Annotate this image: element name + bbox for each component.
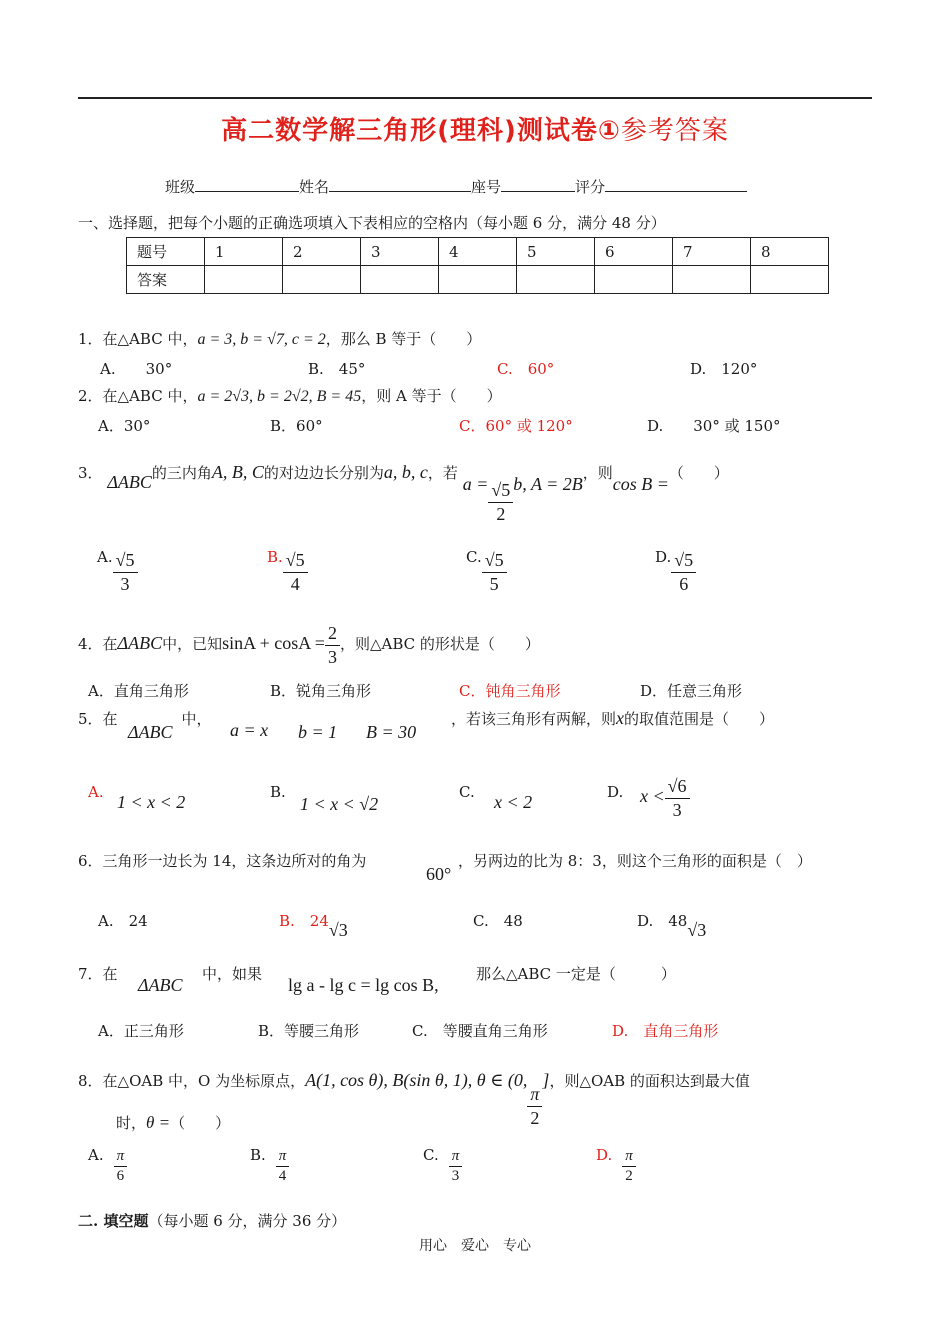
q5-option-b-label: B. [270,783,286,801]
q8-option-b [250,1146,289,1185]
q8-line2-text: 时， [116,1114,147,1132]
q5-option-d [640,775,690,821]
q3-opt-frac [113,549,138,595]
class-blank[interactable] [195,191,299,192]
name-blank[interactable] [329,191,471,192]
title-suffix: 参考答案 [620,116,729,146]
answer-cell-5[interactable] [517,266,595,294]
answer-table [126,237,829,294]
q3-num: 3． [78,464,103,482]
q3-frac-den: 2 [496,503,506,524]
q1-math: a = 3, b = √7, c = 2 [197,331,326,348]
table-cell: 8 [751,238,829,266]
top-rule [78,97,872,99]
frac-num: π [527,1083,542,1107]
q3-opt-label: A. [97,548,113,566]
q3-text-2: 的对边边长分别为 [263,464,384,482]
q5-option-a: 1 < x < 2 [117,792,186,812]
q4-fraction [325,622,340,668]
q4-option-b: B．锐角三角形 [270,682,372,700]
q3-option-a [97,548,138,595]
sqrt3: √3 [687,920,707,940]
frac-den: 2 [530,1107,540,1128]
q5-option-c-label: C. [459,783,475,801]
table-cell: 7 [673,238,751,266]
q8-line2 [116,1112,230,1133]
q5-text-1: 中， [181,710,212,728]
table-cell: 5 [517,238,595,266]
q8-math: A(1, cos θ), B(sin θ, 1), θ ∈ (0, [305,1070,528,1090]
answer-cell-2[interactable] [283,266,361,294]
q2-option-d: D. 30° 或 150° [647,417,781,435]
q7-option-d-text: D. 直角三角形 [612,1022,719,1040]
q5-option-b: 1 < x < √2 [300,794,379,814]
q5-option-d-label: D. [607,783,624,801]
answer-cell-8[interactable] [751,266,829,294]
frac-num: 2 [325,622,340,646]
table-row [127,266,829,294]
q6-text: 6．三角形一边长为 14，这条边所对的角为 [78,852,367,870]
q3-option-d [655,548,696,595]
page-footer: 用心 爱心 专心 [419,1238,531,1254]
q7-math-expr: lg a - lg c = lg cos B, [288,975,439,995]
q3-math-cos: cos B = [612,474,669,494]
frac-num: √5 [113,549,138,573]
q3-opt-frac [283,549,308,595]
frac-den: 5 [489,573,499,594]
q1-tail: ，那么 B 等于（ ） [325,330,482,348]
q3-option-b [267,548,308,595]
q4-num: 4．在 [78,635,118,653]
q3-fraction [488,479,513,525]
q3-text-1: 的三内角 [151,464,212,482]
q8-opt-label: D. [596,1146,613,1164]
table-cell: 题号 [127,238,205,266]
q7-text-1: 中，如果 [202,965,263,983]
answer-cell-3[interactable] [361,266,439,294]
q4-math-expr: sinA + cosA = [222,633,325,653]
frac-num: √5 [482,549,507,573]
q3-opt-label: D. [655,548,672,566]
question-4 [78,622,540,668]
q5-math-a: a = x [230,720,269,740]
section2-tail: （每小题 6 分，满分 36 分） [148,1212,347,1230]
q5-option-c: x < 2 [494,792,533,812]
answer-cell-1[interactable] [205,266,283,294]
table-row [127,238,829,266]
class-label: 班级 [165,178,196,196]
q8-option-d [596,1146,636,1185]
q1-option-c: C. 60° [497,360,555,378]
frac-den: 3 [451,1167,460,1184]
q8-text: 8．在△OAB 中，O 为坐标原点， [78,1072,306,1090]
q6-option-a: A. 24 [98,912,148,930]
q2-option-c-text: C．60° 或 120° [459,417,573,435]
q3-opt-frac [671,549,696,595]
q3-frac-num: √5 [488,479,513,503]
q3-text-4: ，则 [582,464,613,482]
q2-option-a: A．30° [98,417,151,435]
table-cell: 2 [283,238,361,266]
q2-option-b: B．60° [270,417,323,435]
q8-opt-frac [449,1147,463,1186]
q2-option-c [459,415,573,436]
q8-option-a [88,1146,127,1185]
frac-num: √6 [665,775,690,799]
q5-math-B: B = 30 [366,722,417,742]
q4-math-triangle: ΔABC [117,633,163,653]
seat-blank[interactable] [501,191,575,192]
q7-option-b: B．等腰三角形 [258,1022,360,1040]
q4-option-c [459,680,560,701]
score-blank[interactable] [605,191,747,192]
q8-fraction [527,1083,542,1129]
q4-text-1: 中，已知 [162,635,223,653]
frac-num: π [449,1147,463,1167]
q7-option-a: A．正三角形 [98,1022,184,1040]
seat-label: 座号 [471,178,502,196]
q1-text: 1．在△ABC 中， [78,330,198,348]
q7-option-c: C. 等腰直角三角形 [412,1022,548,1040]
q5-optd-frac [665,775,690,821]
q8-opt-frac [114,1147,128,1186]
q3-opt-frac [482,549,507,595]
q3-math-a: a = [462,474,489,494]
table-cell: 3 [361,238,439,266]
q4-option-a: A．直角三角形 [88,682,189,700]
q2-math: a = 2√3, b = 2√2, B = 45 [197,388,362,405]
q3-text-5: （ ） [668,464,729,482]
q6-option-d-text: D. 48 [637,912,688,930]
table-cell: 6 [595,238,673,266]
q6-option-c: C. 48 [473,912,523,930]
frac-num: √5 [671,549,696,573]
q5-optd-pre: x < [640,786,665,806]
q3-text-3: ，若 [427,464,458,482]
q1-option-d: D. 120° [690,360,758,378]
q8-tail: ，则△OAB 的面积达到最大值 [549,1072,750,1090]
table-cell: 4 [439,238,517,266]
q2-tail: ，则 A 等于（ ） [361,387,502,405]
table-cell: 答案 [127,266,205,294]
section1-heading: 一、选择题，把每个小题的正确选项填入下表相应的空格内（每小题 6 分，满分 48 分） [78,214,666,232]
q7-math-triangle: ΔABC [138,975,183,995]
q7-text-2: 那么△ABC 一定是（ ） [476,965,676,983]
q8-opt-frac [276,1147,290,1186]
q6-math-angle: 60° [426,864,452,884]
q5-math-triangle: ΔABC [128,722,173,742]
frac-num: π [276,1147,290,1167]
q8-math-close: ] [542,1070,550,1090]
q8-opt-label: A. [88,1146,104,1164]
page-title [0,110,950,147]
info-line [165,176,747,197]
section2-heading [78,1210,346,1231]
frac-den: 4 [278,1167,287,1184]
q3-option-c [466,548,507,595]
q5-math-x: x [616,708,625,728]
q1-option-a: A. 30° [100,360,173,378]
table-cell: 1 [205,238,283,266]
q8-math-theta: θ = [146,1113,171,1132]
frac-den: 3 [672,799,682,820]
q2-text: 2．在△ABC 中， [78,387,198,405]
frac-num: π [622,1147,636,1167]
sqrt3: √3 [328,920,348,940]
frac-num: √5 [283,549,308,573]
q8-opt-label: C. [423,1146,439,1164]
q5-condition [451,708,774,729]
q8-option-c [423,1146,462,1185]
q1-option-b: B. 45° [308,360,366,378]
frac-den: 4 [290,573,300,594]
q8-opt-frac [622,1147,636,1186]
frac-num: π [114,1147,128,1167]
q4-text-2: ，则△ABC 的形状是（ ） [339,635,540,653]
question-3 [78,462,729,525]
q6-option-d-rad [687,920,706,940]
score-label: 评分 [575,178,606,196]
q4-option-c-text: C．钝角三角形 [459,682,561,700]
q4-option-d: D．任意三角形 [640,682,743,700]
question-5 [78,708,417,742]
question-2 [78,385,502,406]
q3-opt-label: C. [466,548,482,566]
frac-den: 3 [327,646,337,667]
q5-option-a-label: A. [88,783,104,801]
q3-math-triangle: ΔABC [107,472,152,492]
answer-cell-4[interactable] [439,266,517,294]
answer-cell-6[interactable] [595,266,673,294]
q5-math-b: b = 1 [298,722,338,742]
answer-cell-7[interactable] [673,266,751,294]
q8-opt-label: B. [250,1146,266,1164]
q3-opt-label: B. [267,548,283,566]
q6-option-d [637,910,707,940]
q5-text-2: ，若该三角形有两解，则 [451,710,617,728]
name-label: 姓名 [299,178,330,196]
q7-num: 7．在 [78,965,118,983]
frac-den: 2 [625,1167,633,1184]
q3-math-angles: A, B, C [211,462,264,482]
q6-option-b-rad [329,920,348,940]
q3-math-b: b, A = 2B [513,474,583,494]
q6-option-b [279,910,348,940]
q3-math-sides: a, b, c [383,462,428,482]
title-main: 高二数学解三角形(理科)测试卷① [221,116,621,146]
question-1 [78,328,481,349]
q7-option-d [612,1020,718,1041]
q5-text-3: 的取值范围是（ ） [624,710,775,728]
section2-title: 二. 填空题 [78,1212,149,1230]
frac-den: 6 [679,573,689,594]
frac-den: 6 [116,1167,125,1184]
q6-tail: ，另两边的比为 8：3，则这个三角形的面积是（ ） [458,852,812,870]
q8-line2-tail: （ ） [170,1114,231,1132]
q6-option-b-text: B. 24 [279,912,329,930]
q5-num: 5．在 [78,710,118,728]
frac-den: 3 [120,573,130,594]
